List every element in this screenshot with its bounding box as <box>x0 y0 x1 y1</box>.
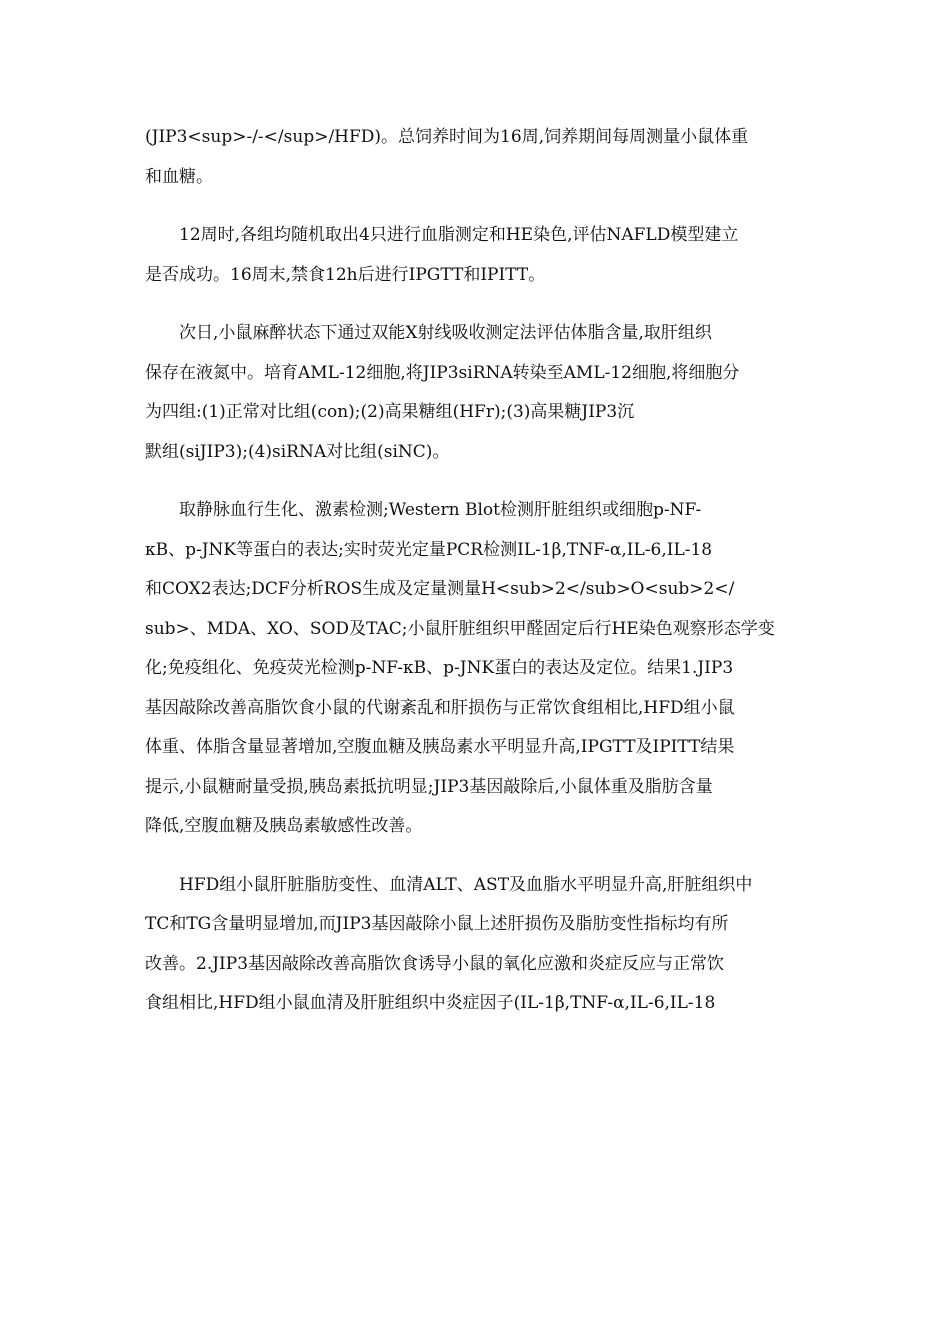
text-line: sub>、MDA、XO、SOD及TAC;小鼠肝脏组织甲醛固定后行HE染色观察形态学变 <box>145 618 775 639</box>
text-line: 基因敲除改善高脂饮食小鼠的代谢紊乱和肝损伤与正常饮食组相比,HFD组小鼠 <box>145 697 735 718</box>
text-line: (JIP3<sup>-/-</sup>/HFD)。总饲养时间为16周,饲养期间每周测量小鼠体重 <box>145 127 749 147</box>
text-line: 降低,空腹血糖及胰岛素敏感性改善。 <box>145 816 423 836</box>
text-line: 默组(siJIP3);(4)siRNA对比组(siNC)。 <box>145 441 450 462</box>
text-line: 食组相比,HFD组小鼠血清及肝脏组织中炎症因子(IL-1β,TNF-α,IL-6,IL-18 <box>145 993 716 1013</box>
document-body <box>145 118 810 1043</box>
text-line: HFD组小鼠肝脏脂肪变性、血清ALT、AST及血脂水平明显升高,肝脏组织中 <box>179 874 753 895</box>
text-line: 和COX2表达;DCF分析ROS生成及定量测量H<sub>2</sub>O<sub>2</ <box>145 579 735 599</box>
text-line: 和血糖。 <box>145 166 213 187</box>
text-line: 改善。2.JIP3基因敲除改善高脂饮食诱导小鼠的氧化应激和炎症反应与正常饮 <box>145 953 725 974</box>
paragraph-3 <box>145 314 810 472</box>
text-line: 为四组:(1)正常对比组(con);(2)高果糖组(HFr);(3)高果糖JIP3沉 <box>145 402 635 422</box>
paragraph-2 <box>145 216 810 295</box>
text-line: TC和TG含量明显增加,而JIP3基因敲除小鼠上述肝损伤及脂肪变性指标均有所 <box>145 914 729 934</box>
paragraph-1 <box>145 118 810 197</box>
text-line: 提示,小鼠糖耐量受损,胰岛素抵抗明显;JIP3基因敲除后,小鼠体重及脂肪含量 <box>145 776 713 797</box>
text-line: 化;免疫组化、免疫荧光检测p-NF-κB、p-JNK蛋白的表达及定位。结果1.JIP3 <box>145 658 734 678</box>
paragraph-4 <box>145 491 810 847</box>
text-line: 体重、体脂含量显著增加,空腹血糖及胰岛素水平明显升高,IPGTT及IPITT结果 <box>145 737 735 757</box>
text-line: κB、p-JNK等蛋白的表达;实时荧光定量PCR检测IL-1β,TNF-α,IL-6,IL-18 <box>145 539 713 560</box>
text-line: 保存在液氮中。培育AML-12细胞,将JIP3siRNA转染至AML-12细胞,将细胞分 <box>145 362 740 383</box>
paragraph-5 <box>145 866 810 1024</box>
text-line: 是否成功。16周末,禁食12h后进行IPGTT和IPITT。 <box>145 264 546 285</box>
text-line: 12周时,各组均随机取出4只进行血脂测定和HE染色,评估NAFLD模型建立 <box>179 225 739 245</box>
text-line: 次日,小鼠麻醉状态下通过双能X射线吸收测定法评估体脂含量,取肝组织 <box>179 323 712 343</box>
text-line: 取静脉血行生化、激素检测;Western Blot检测肝脏组织或细胞p-NF- <box>179 500 702 520</box>
